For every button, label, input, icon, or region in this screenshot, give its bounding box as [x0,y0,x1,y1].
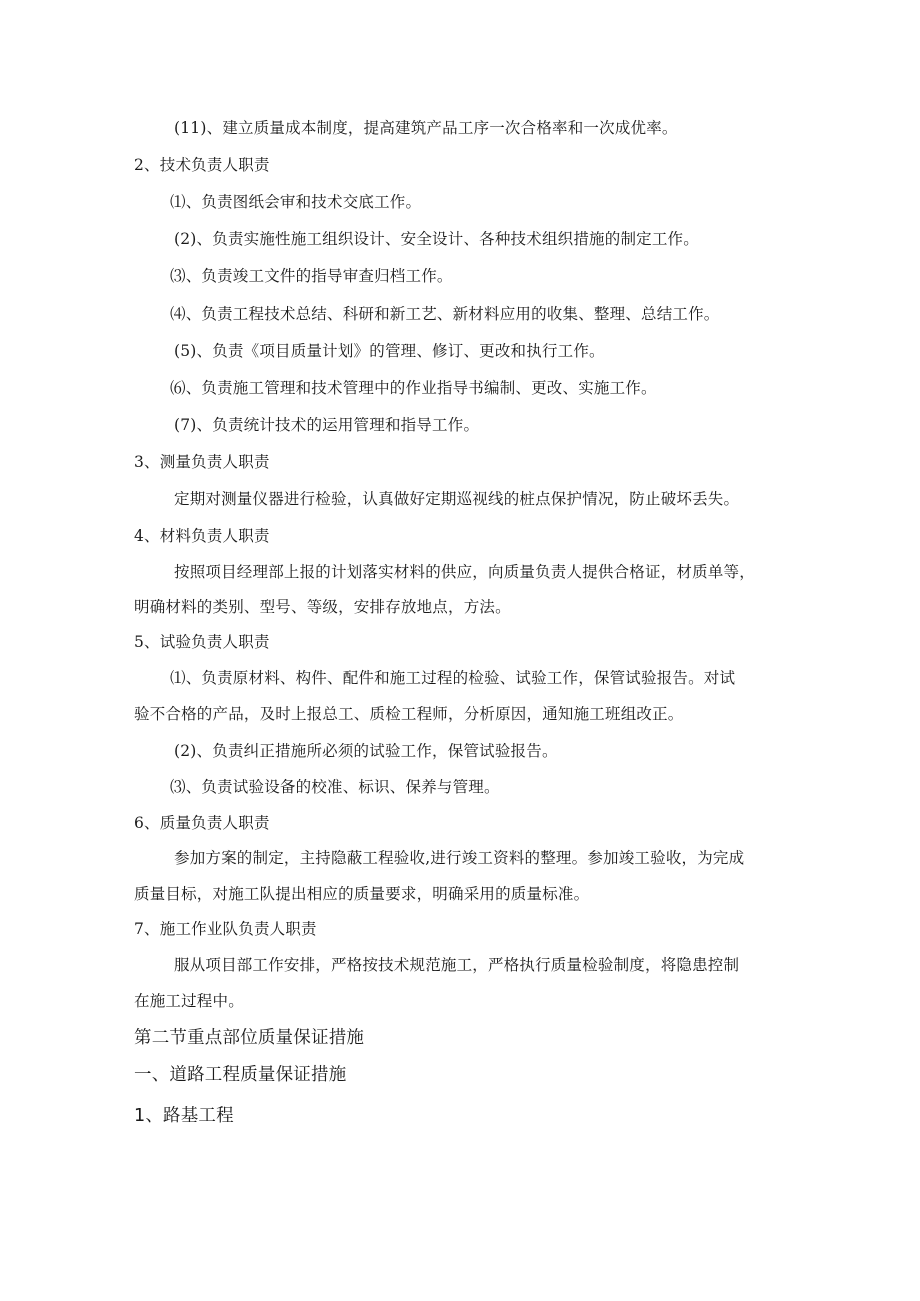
paragraph-line: (11)、建立质量成本制度，提高建筑产品工序一次合格率和一次成优率。 [174,119,678,137]
list-item: (2)、负责实施性施工组织设计、安全设计、各种技术组织措施的制定工作。 [174,230,699,248]
list-item: (7)、负责统计技术的运用管理和指导工作。 [174,416,480,434]
section-title: 一、道路工程质量保证措施 [134,1065,347,1085]
list-item: ⑷、负责工程技术总结、科研和新工艺、新材料应用的收集、整理、总结工作。 [170,305,720,323]
paragraph-line: 按照项目经理部上报的计划落实材料的供应，向质量负责人提供合格证，材质单等， [174,563,755,581]
list-item: ⑴、负责原材料、构件、配件和施工过程的检验、试验工作，保管试验报告。对试 [170,669,736,687]
paragraph-line: 验不合格的产品，及时上报总工、质检工程师，分析原因，通知施工班组改正。 [134,705,684,723]
section-heading: 7、施工作业队负责人职责 [134,920,317,938]
section-heading: 2、技术负责人职责 [134,156,270,174]
list-item: ⑴、负责图纸会审和技术交底工作。 [170,193,422,211]
section-heading: 3、测量负责人职责 [134,453,270,471]
paragraph-line: 明确材料的类别、型号、等级，安排存放地点，方法。 [134,598,511,616]
section-heading: 6、质量负责人职责 [134,814,270,832]
paragraph-line: 服从项目部工作安排，严格按技术规范施工，严格执行质量检验制度，将隐患控制 [174,956,740,974]
list-item: (5)、负责《项目质量计划》的管理、修订、更改和执行工作。 [174,342,605,360]
subsection-title: 1、路基工程 [134,1106,234,1126]
list-item: ⑶、负责试验设备的校准、标识、保养与管理。 [170,778,500,796]
paragraph-line: 质量目标，对施工队提出相应的质量要求，明确采用的质量标准。 [134,885,590,903]
section-heading: 4、材料负责人职责 [134,527,270,545]
section-title: 第二节重点部位质量保证措施 [134,1028,365,1048]
list-item: (2)、负责纠正措施所必须的试验工作，保管试验报告。 [174,742,558,760]
paragraph-line: 在施工过程中。 [134,992,244,1010]
section-heading: 5、试验负责人职责 [134,633,270,651]
paragraph-line: 定期对测量仪器进行检验，认真做好定期巡视线的桩点保护情况，防止破坏丢失。 [174,490,740,508]
list-item: ⑶、负责竣工文件的指导审查归档工作。 [170,267,453,285]
paragraph-line: 参加方案的制定，主持隐蔽工程验收,进行竣工资料的整理。参加竣工验收，为完成 [174,849,745,867]
list-item: ⑹、负责施工管理和技术管理中的作业指导书编制、更改、实施工作。 [170,379,657,397]
